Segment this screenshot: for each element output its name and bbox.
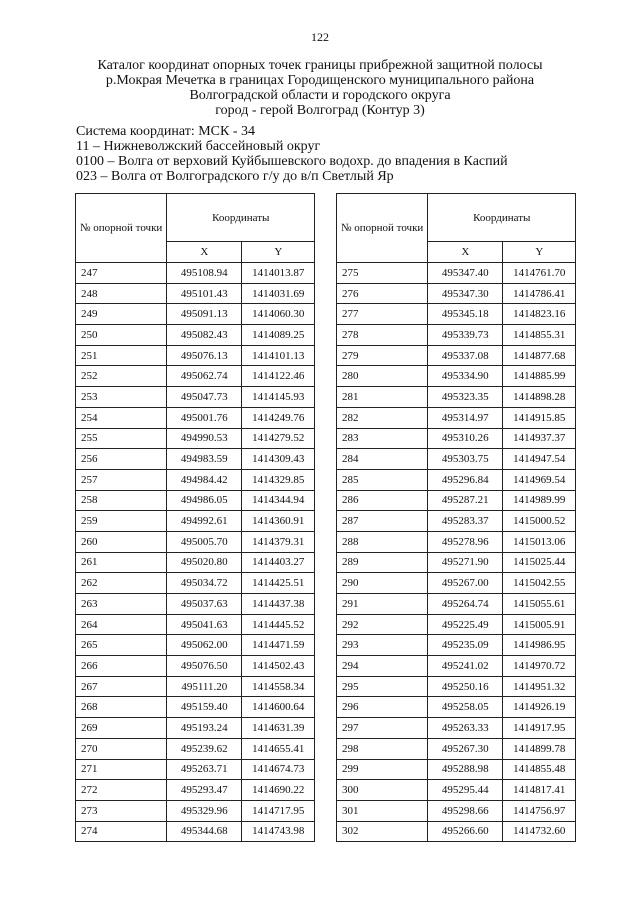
point-number-cell: 283 <box>337 428 428 449</box>
point-number-cell: 252 <box>76 366 167 387</box>
table-row <box>76 345 315 366</box>
x-coordinate-cell: 495334.90 <box>428 366 503 387</box>
table-row <box>76 490 315 511</box>
table-row <box>337 676 576 697</box>
point-number-cell: 277 <box>337 304 428 325</box>
table-row <box>337 325 576 346</box>
x-coordinate-cell: 495263.71 <box>167 759 242 780</box>
point-number-cell: 287 <box>337 511 428 532</box>
x-coordinate-cell: 495266.60 <box>428 821 503 842</box>
table-body-left <box>76 263 315 842</box>
point-number-cell: 273 <box>76 800 167 821</box>
x-coordinate-cell: 495296.84 <box>428 469 503 490</box>
y-coordinate-cell: 1414558.34 <box>242 676 315 697</box>
y-coordinate-cell: 1414690.22 <box>242 780 315 801</box>
table-row <box>76 738 315 759</box>
x-coordinate-cell: 495047.73 <box>167 387 242 408</box>
point-number-cell: 264 <box>76 614 167 635</box>
point-number-cell: 289 <box>337 552 428 573</box>
x-coordinate-cell: 495287.21 <box>428 490 503 511</box>
y-coordinate-cell: 1414631.39 <box>242 718 315 739</box>
point-number-cell: 257 <box>76 469 167 490</box>
table-row <box>76 656 315 677</box>
table-row <box>337 345 576 366</box>
y-coordinate-cell: 1414951.32 <box>503 676 576 697</box>
table-row <box>337 428 576 449</box>
x-coordinate-cell: 494992.61 <box>167 511 242 532</box>
point-number-cell: 300 <box>337 780 428 801</box>
header-x: X <box>428 242 503 263</box>
x-coordinate-cell: 495101.43 <box>167 283 242 304</box>
point-number-cell: 259 <box>76 511 167 532</box>
table-row <box>76 718 315 739</box>
y-coordinate-cell: 1414986.95 <box>503 635 576 656</box>
point-number-cell: 268 <box>76 697 167 718</box>
x-coordinate-cell: 495295.44 <box>428 780 503 801</box>
table-row <box>76 635 315 656</box>
point-number-cell: 261 <box>76 552 167 573</box>
table-row <box>337 304 576 325</box>
y-coordinate-cell: 1414743.98 <box>242 821 315 842</box>
table-row <box>76 366 315 387</box>
header-y: Y <box>503 242 576 263</box>
y-coordinate-cell: 1414786.41 <box>503 283 576 304</box>
x-coordinate-cell: 495235.09 <box>428 635 503 656</box>
y-coordinate-cell: 1414756.97 <box>503 800 576 821</box>
point-number-cell: 302 <box>337 821 428 842</box>
x-coordinate-cell: 495225.49 <box>428 614 503 635</box>
table-row <box>337 511 576 532</box>
y-coordinate-cell: 1414885.99 <box>503 366 576 387</box>
x-coordinate-cell: 495005.70 <box>167 531 242 552</box>
y-coordinate-cell: 1414249.76 <box>242 407 315 428</box>
title-line: Волгоградской области и городского округа <box>189 88 451 103</box>
y-coordinate-cell: 1415055.61 <box>503 594 576 615</box>
header-x: X <box>167 242 242 263</box>
coordinates-table-left <box>75 193 315 842</box>
y-coordinate-cell: 1414674.73 <box>242 759 315 780</box>
y-coordinate-cell: 1414445.52 <box>242 614 315 635</box>
table-row <box>337 407 576 428</box>
y-coordinate-cell: 1414937.37 <box>503 428 576 449</box>
table-row <box>76 821 315 842</box>
point-number-cell: 301 <box>337 800 428 821</box>
y-coordinate-cell: 1414122.46 <box>242 366 315 387</box>
point-number-cell: 248 <box>76 283 167 304</box>
y-coordinate-cell: 1414145.93 <box>242 387 315 408</box>
document-title <box>60 58 580 118</box>
point-number-cell: 295 <box>337 676 428 697</box>
x-coordinate-cell: 495347.30 <box>428 283 503 304</box>
y-coordinate-cell: 1414502.43 <box>242 656 315 677</box>
y-coordinate-cell: 1414425.51 <box>242 573 315 594</box>
y-coordinate-cell: 1414060.30 <box>242 304 315 325</box>
x-coordinate-cell: 494984.42 <box>167 469 242 490</box>
system-line: Система координат: МСК - 34 <box>76 124 256 139</box>
table-row <box>76 263 315 284</box>
y-coordinate-cell: 1414947.54 <box>503 449 576 470</box>
x-coordinate-cell: 495278.96 <box>428 531 503 552</box>
point-number-cell: 293 <box>337 635 428 656</box>
point-number-cell: 297 <box>337 718 428 739</box>
point-number-cell: 286 <box>337 490 428 511</box>
table-row <box>337 283 576 304</box>
point-number-cell: 298 <box>337 738 428 759</box>
table-row <box>76 552 315 573</box>
y-coordinate-cell: 1414855.31 <box>503 325 576 346</box>
point-number-cell: 272 <box>76 780 167 801</box>
system-line: 11 – Нижневолжский бассейновый округ <box>76 139 321 154</box>
table-row <box>337 738 576 759</box>
table-row <box>76 511 315 532</box>
y-coordinate-cell: 1414279.52 <box>242 428 315 449</box>
table-row <box>337 490 576 511</box>
y-coordinate-cell: 1415025.44 <box>503 552 576 573</box>
point-number-cell: 269 <box>76 718 167 739</box>
table-row <box>76 387 315 408</box>
x-coordinate-cell: 495303.75 <box>428 449 503 470</box>
y-coordinate-cell: 1414817.41 <box>503 780 576 801</box>
y-coordinate-cell: 1414655.41 <box>242 738 315 759</box>
y-coordinate-cell: 1414309.43 <box>242 449 315 470</box>
table-row <box>337 387 576 408</box>
x-coordinate-cell: 495339.73 <box>428 325 503 346</box>
table-row <box>337 366 576 387</box>
table-row <box>337 531 576 552</box>
y-coordinate-cell: 1414898.28 <box>503 387 576 408</box>
x-coordinate-cell: 495283.37 <box>428 511 503 532</box>
table-row <box>337 594 576 615</box>
table-row <box>337 635 576 656</box>
x-coordinate-cell: 495001.76 <box>167 407 242 428</box>
x-coordinate-cell: 495241.02 <box>428 656 503 677</box>
y-coordinate-cell: 1414329.85 <box>242 469 315 490</box>
y-coordinate-cell: 1414379.31 <box>242 531 315 552</box>
header-coordinates: Координаты <box>428 194 576 242</box>
table-row <box>337 800 576 821</box>
point-number-cell: 266 <box>76 656 167 677</box>
y-coordinate-cell: 1414437.38 <box>242 594 315 615</box>
title-line: р.Мокрая Мечетка в границах Городищенского муниципального района <box>105 73 535 88</box>
x-coordinate-cell: 495264.74 <box>428 594 503 615</box>
system-line: 0100 – Волга от верховий Куйбышевского водохр. до впадения в Каспий <box>76 154 508 169</box>
point-number-cell: 251 <box>76 345 167 366</box>
point-number-cell: 255 <box>76 428 167 449</box>
x-coordinate-cell: 495111.20 <box>167 676 242 697</box>
page-number: 122 <box>311 30 329 44</box>
y-coordinate-cell: 1414360.91 <box>242 511 315 532</box>
x-coordinate-cell: 495345.18 <box>428 304 503 325</box>
x-coordinate-cell: 495076.50 <box>167 656 242 677</box>
table-row <box>76 800 315 821</box>
table-row <box>76 759 315 780</box>
y-coordinate-cell: 1414471.59 <box>242 635 315 656</box>
y-coordinate-cell: 1414089.25 <box>242 325 315 346</box>
y-coordinate-cell: 1414877.68 <box>503 345 576 366</box>
x-coordinate-cell: 495037.63 <box>167 594 242 615</box>
point-number-cell: 296 <box>337 697 428 718</box>
x-coordinate-cell: 495288.98 <box>428 759 503 780</box>
point-number-cell: 265 <box>76 635 167 656</box>
system-line: 023 – Волга от Волгоградского г/у до в/п Светлый Яр <box>76 169 394 184</box>
point-number-cell: 260 <box>76 531 167 552</box>
point-number-cell: 256 <box>76 449 167 470</box>
y-coordinate-cell: 1414600.64 <box>242 697 315 718</box>
x-coordinate-cell: 495258.05 <box>428 697 503 718</box>
table-row <box>76 594 315 615</box>
x-coordinate-cell: 495267.30 <box>428 738 503 759</box>
x-coordinate-cell: 495271.90 <box>428 552 503 573</box>
table-row <box>337 263 576 284</box>
y-coordinate-cell: 1415005.91 <box>503 614 576 635</box>
x-coordinate-cell: 495239.62 <box>167 738 242 759</box>
x-coordinate-cell: 495193.24 <box>167 718 242 739</box>
table-row <box>337 573 576 594</box>
y-coordinate-cell: 1414101.13 <box>242 345 315 366</box>
point-number-cell: 254 <box>76 407 167 428</box>
point-number-cell: 270 <box>76 738 167 759</box>
x-coordinate-cell: 495108.94 <box>167 263 242 284</box>
y-coordinate-cell: 1414970.72 <box>503 656 576 677</box>
point-number-cell: 288 <box>337 531 428 552</box>
title-line: город - герой Волгоград (Контур 3) <box>215 103 425 118</box>
table-row <box>337 552 576 573</box>
table-row <box>76 780 315 801</box>
point-number-cell: 253 <box>76 387 167 408</box>
x-coordinate-cell: 495041.63 <box>167 614 242 635</box>
x-coordinate-cell: 495250.16 <box>428 676 503 697</box>
y-coordinate-cell: 1414917.95 <box>503 718 576 739</box>
x-coordinate-cell: 494990.53 <box>167 428 242 449</box>
x-coordinate-cell: 495159.40 <box>167 697 242 718</box>
x-coordinate-cell: 495344.68 <box>167 821 242 842</box>
table-row <box>337 697 576 718</box>
table-row <box>337 469 576 490</box>
table-row <box>76 304 315 325</box>
y-coordinate-cell: 1414926.19 <box>503 697 576 718</box>
x-coordinate-cell: 495267.00 <box>428 573 503 594</box>
y-coordinate-cell: 1414732.60 <box>503 821 576 842</box>
table-body-right <box>337 263 576 842</box>
coordinate-system-info <box>76 124 596 184</box>
point-number-cell: 282 <box>337 407 428 428</box>
title-line: Каталог координат опорных точек границы прибрежной защитной полосы <box>97 58 543 73</box>
y-coordinate-cell: 1414899.78 <box>503 738 576 759</box>
x-coordinate-cell: 494986.05 <box>167 490 242 511</box>
table-row <box>337 759 576 780</box>
point-number-cell: 267 <box>76 676 167 697</box>
table-row <box>76 469 315 490</box>
y-coordinate-cell: 1414915.85 <box>503 407 576 428</box>
x-coordinate-cell: 495347.40 <box>428 263 503 284</box>
point-number-cell: 275 <box>337 263 428 284</box>
x-coordinate-cell: 495034.72 <box>167 573 242 594</box>
y-coordinate-cell: 1414403.27 <box>242 552 315 573</box>
point-number-cell: 291 <box>337 594 428 615</box>
point-number-cell: 258 <box>76 490 167 511</box>
point-number-cell: 247 <box>76 263 167 284</box>
point-number-cell: 263 <box>76 594 167 615</box>
header-coordinates: Координаты <box>167 194 315 242</box>
table-row <box>76 325 315 346</box>
y-coordinate-cell: 1414031.69 <box>242 283 315 304</box>
x-coordinate-cell: 495293.47 <box>167 780 242 801</box>
table-row <box>76 428 315 449</box>
point-number-cell: 299 <box>337 759 428 780</box>
x-coordinate-cell: 495310.26 <box>428 428 503 449</box>
point-number-cell: 281 <box>337 387 428 408</box>
x-coordinate-cell: 495298.66 <box>428 800 503 821</box>
point-number-cell: 285 <box>337 469 428 490</box>
x-coordinate-cell: 494983.59 <box>167 449 242 470</box>
y-coordinate-cell: 1415042.55 <box>503 573 576 594</box>
header-y: Y <box>242 242 315 263</box>
point-number-cell: 249 <box>76 304 167 325</box>
y-coordinate-cell: 1414855.48 <box>503 759 576 780</box>
table-row <box>76 283 315 304</box>
table-row <box>337 718 576 739</box>
table-row <box>337 614 576 635</box>
x-coordinate-cell: 495020.80 <box>167 552 242 573</box>
table-row <box>76 676 315 697</box>
y-coordinate-cell: 1415000.52 <box>503 511 576 532</box>
table-row <box>76 531 315 552</box>
y-coordinate-cell: 1414013.87 <box>242 263 315 284</box>
point-number-cell: 294 <box>337 656 428 677</box>
table-row <box>337 449 576 470</box>
y-coordinate-cell: 1414761.70 <box>503 263 576 284</box>
x-coordinate-cell: 495263.33 <box>428 718 503 739</box>
table-row <box>76 697 315 718</box>
table-row <box>76 449 315 470</box>
table-row <box>76 573 315 594</box>
x-coordinate-cell: 495062.74 <box>167 366 242 387</box>
x-coordinate-cell: 495082.43 <box>167 325 242 346</box>
x-coordinate-cell: 495337.08 <box>428 345 503 366</box>
y-coordinate-cell: 1414344.94 <box>242 490 315 511</box>
y-coordinate-cell: 1414969.54 <box>503 469 576 490</box>
point-number-cell: 278 <box>337 325 428 346</box>
point-number-cell: 262 <box>76 573 167 594</box>
point-number-cell: 279 <box>337 345 428 366</box>
table-row <box>76 614 315 635</box>
y-coordinate-cell: 1414989.99 <box>503 490 576 511</box>
x-coordinate-cell: 495314.97 <box>428 407 503 428</box>
point-number-cell: 290 <box>337 573 428 594</box>
point-number-cell: 274 <box>76 821 167 842</box>
coordinates-table-right <box>336 193 576 842</box>
x-coordinate-cell: 495076.13 <box>167 345 242 366</box>
y-coordinate-cell: 1414717.95 <box>242 800 315 821</box>
point-number-cell: 250 <box>76 325 167 346</box>
x-coordinate-cell: 495329.96 <box>167 800 242 821</box>
header-point-number: № опорной точки <box>76 194 167 263</box>
table-row <box>337 821 576 842</box>
point-number-cell: 292 <box>337 614 428 635</box>
table-row <box>76 407 315 428</box>
point-number-cell: 280 <box>337 366 428 387</box>
point-number-cell: 276 <box>337 283 428 304</box>
y-coordinate-cell: 1414823.16 <box>503 304 576 325</box>
x-coordinate-cell: 495323.35 <box>428 387 503 408</box>
point-number-cell: 284 <box>337 449 428 470</box>
y-coordinate-cell: 1415013.06 <box>503 531 576 552</box>
table-row <box>337 656 576 677</box>
header-point-number: № опорной точки <box>337 194 428 263</box>
table-row <box>337 780 576 801</box>
x-coordinate-cell: 495062.00 <box>167 635 242 656</box>
point-number-cell: 271 <box>76 759 167 780</box>
x-coordinate-cell: 495091.13 <box>167 304 242 325</box>
